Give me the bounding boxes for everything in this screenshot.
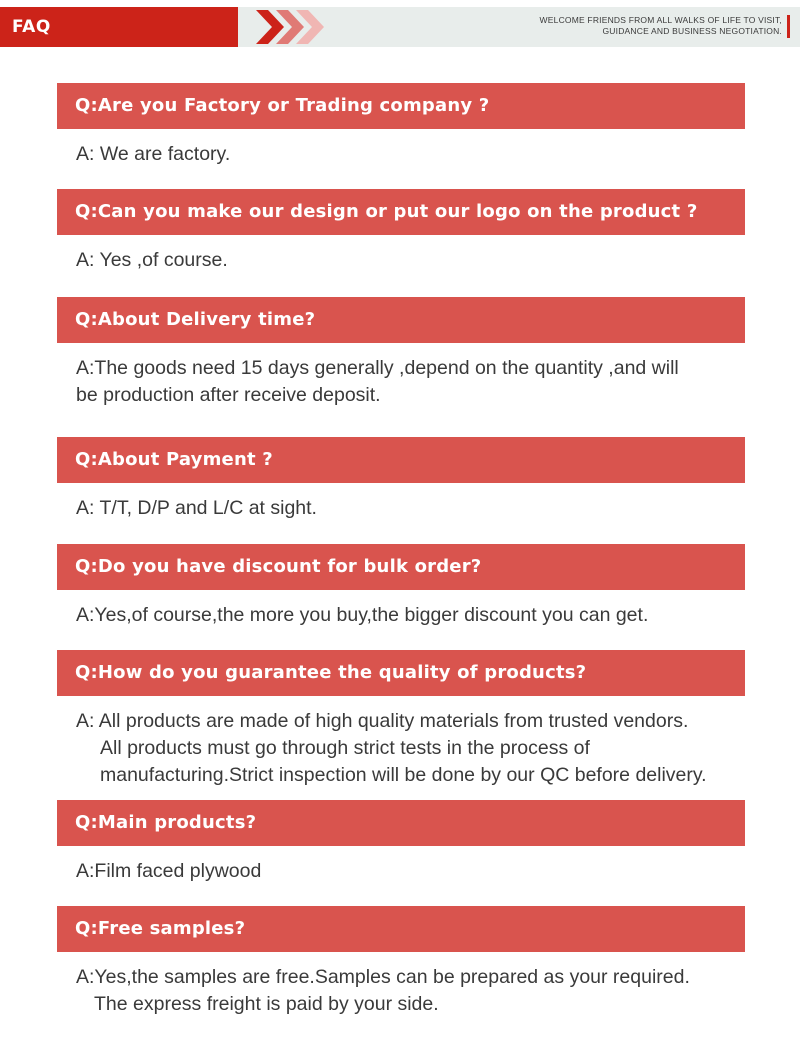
header-accent-mark (787, 15, 790, 38)
faq-question: Q:How do you guarantee the quality of products? (57, 650, 745, 696)
faq-answer-line: A:The goods need 15 days generally ,depend on the quantity ,and will (76, 357, 679, 379)
faq-answer (76, 247, 766, 274)
faq-answer-line: A:Yes,of course,the more you buy,the bigger discount you can get. (76, 604, 649, 626)
chevron-arrows-icon (256, 10, 348, 44)
faq-answer (76, 964, 766, 1018)
faq-answer (76, 495, 766, 522)
faq-tab-label: FAQ (12, 17, 51, 37)
faq-answer-line: be production after receive deposit. (76, 384, 381, 406)
faq-question: Q:Are you Factory or Trading company ? (57, 83, 745, 129)
faq-question: Q:Do you have discount for bulk order? (57, 544, 745, 590)
faq-question: Q:Main products? (57, 800, 745, 846)
faq-answer-line: manufacturing.Strict inspection will be done by our QC before delivery. (100, 764, 707, 786)
faq-answer (76, 858, 766, 885)
faq-answer (76, 355, 766, 409)
faq-question: Q:Can you make our design or put our logo on the product ? (57, 189, 745, 235)
faq-question: Q:Free samples? (57, 906, 745, 952)
welcome-line-1: WELCOME FRIENDS FROM ALL WALKS OF LIFE TO VISIT, (539, 15, 782, 25)
faq-answer-line: A: Yes ,of course. (76, 249, 228, 271)
faq-answer-line: A: All products are made of high quality materials from trusted vendors. (76, 710, 689, 732)
header-bar (0, 7, 800, 47)
faq-answer-line: A:Film faced plywood (76, 860, 262, 882)
faq-answer-line: The express freight is paid by your side. (94, 993, 439, 1015)
faq-answer-line: All products must go through strict tests in the process of (100, 737, 590, 759)
faq-answer (76, 141, 766, 168)
faq-answer (76, 708, 766, 789)
welcome-message (540, 15, 782, 37)
faq-question: Q:About Payment ? (57, 437, 745, 483)
faq-answer (76, 602, 766, 629)
welcome-line-2: GUIDANCE AND BUSINESS NEGOTIATION. (602, 26, 782, 36)
faq-question: Q:About Delivery time? (57, 297, 745, 343)
faq-answer-line: A:Yes,the samples are free.Samples can be prepared as your required. (76, 966, 690, 988)
faq-answer-line: A: T/T, D/P and L/C at sight. (76, 497, 317, 519)
faq-tab (0, 7, 238, 47)
faq-answer-line: A: We are factory. (76, 143, 231, 165)
chevron-dark-icon (256, 10, 284, 44)
